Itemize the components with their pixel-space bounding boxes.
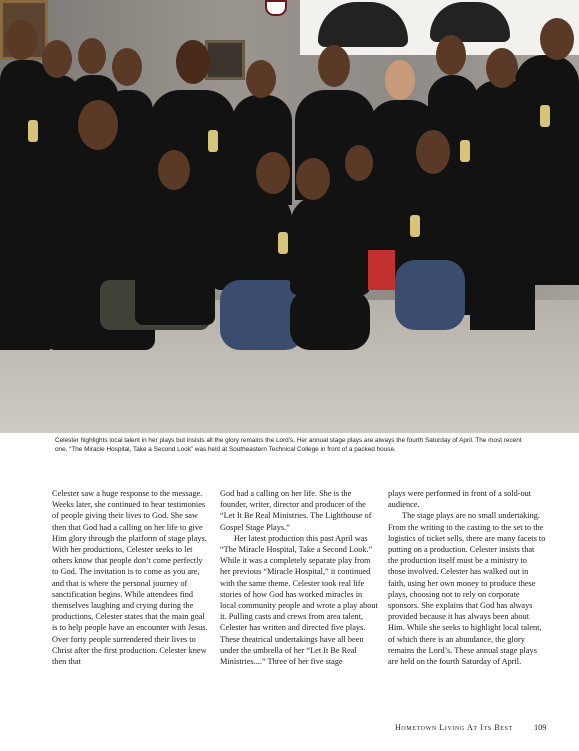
shirt-logo (410, 215, 420, 237)
article-column-2 (220, 488, 378, 667)
person-head (176, 40, 210, 84)
person-head (78, 100, 118, 150)
paragraph: Celester saw a huge response to the message. Weeks later, she continued to hear testimonies of people giving their lives to God. She saw then that God had a calling on her life to give Him glory through the platform of stage plays. With her productions, Celester seeks to let others know that people don’t come perfectly to God. The invitation is to come as you are, and that is where the personal journey of sanctification begins. While attendees find themselves laughing and crying during the productions, Celester states that the main goal is to help people have an encounter with Jesus. Over forty people surrendered their lives to Christ after the first production. Celester knew then that (52, 489, 208, 667)
shirt-logo (278, 232, 288, 254)
article-column-3 (388, 488, 546, 667)
person (515, 55, 579, 285)
photo-caption: Celester highlights local talent in her plays but insists all the glory remains the Lord’s. Her annual stage plays are always the fourth Saturday of April. The most recent one, “The Miracle Hospital, Take a Second Look” was held at Southeastern Technical College in front of a packed house. (55, 437, 522, 453)
person-head (318, 45, 350, 87)
person-head (296, 158, 330, 200)
paragraph: God had a calling on her life. She is the founder, writer, director and producer of the “Let It Be Real Ministries. The Lighthouse of Gospel Stage Plays.” (220, 489, 372, 532)
person-head (486, 48, 518, 88)
publication-footer: Hometown Living At Its Best (395, 723, 513, 732)
page-number: 109 (534, 723, 547, 732)
person-head (246, 60, 276, 98)
paragraph: plays were performed in front of a sold-out audience. (388, 489, 532, 510)
person-head (158, 150, 190, 190)
person (345, 180, 400, 255)
person-head (436, 35, 466, 75)
person-head (42, 40, 72, 78)
article-column-1 (52, 488, 210, 667)
shirt-logo (460, 140, 470, 162)
person-head (5, 20, 37, 60)
person-legs (290, 290, 370, 350)
person (135, 185, 215, 325)
person-head (78, 38, 106, 74)
paragraph: Her latest production this past April was “The Miracle Hospital, Take a Second Look.” While it was a completely separate play from her previous “Miracle Hospital,” it continued with the same theme. Celester took real life stories of how God has worked miracles in local community people and wrote a play about it. Pulling casts and crews from area talent, Celester has written and directed five plays. These theatrical undertakings have all been under the umbrella of her “Let It Be Real Ministries....” Three of her five stage (220, 533, 378, 667)
person-head (416, 130, 450, 174)
person-head (256, 152, 290, 194)
person-head (540, 18, 574, 60)
wall-frame (205, 40, 245, 80)
person-legs (395, 260, 465, 330)
shirt-logo (208, 130, 218, 152)
shirt-logo (28, 120, 38, 142)
paragraph: The stage plays are no small undertaking. From the writing to the casting to the set to the logistics of ticket sells, there are many facets to putting on a production. Celester insists that the production itself must be a ministry to those involved. Celester has walked out in faith, using her own money to produce these plays, choosing not to rely on corporate sponsors. She explains that God has always provided because it has always been about Him. While she seeks to highlight local talent, of which there is an abundance, the glory remains the Lord’s. These annual stage plays are held on the fourth Saturday of April. (388, 511, 546, 667)
wall-clock (265, 0, 287, 16)
person-head (385, 60, 415, 100)
person-head (345, 145, 373, 181)
person-head (112, 48, 142, 86)
shirt-logo (540, 105, 550, 127)
